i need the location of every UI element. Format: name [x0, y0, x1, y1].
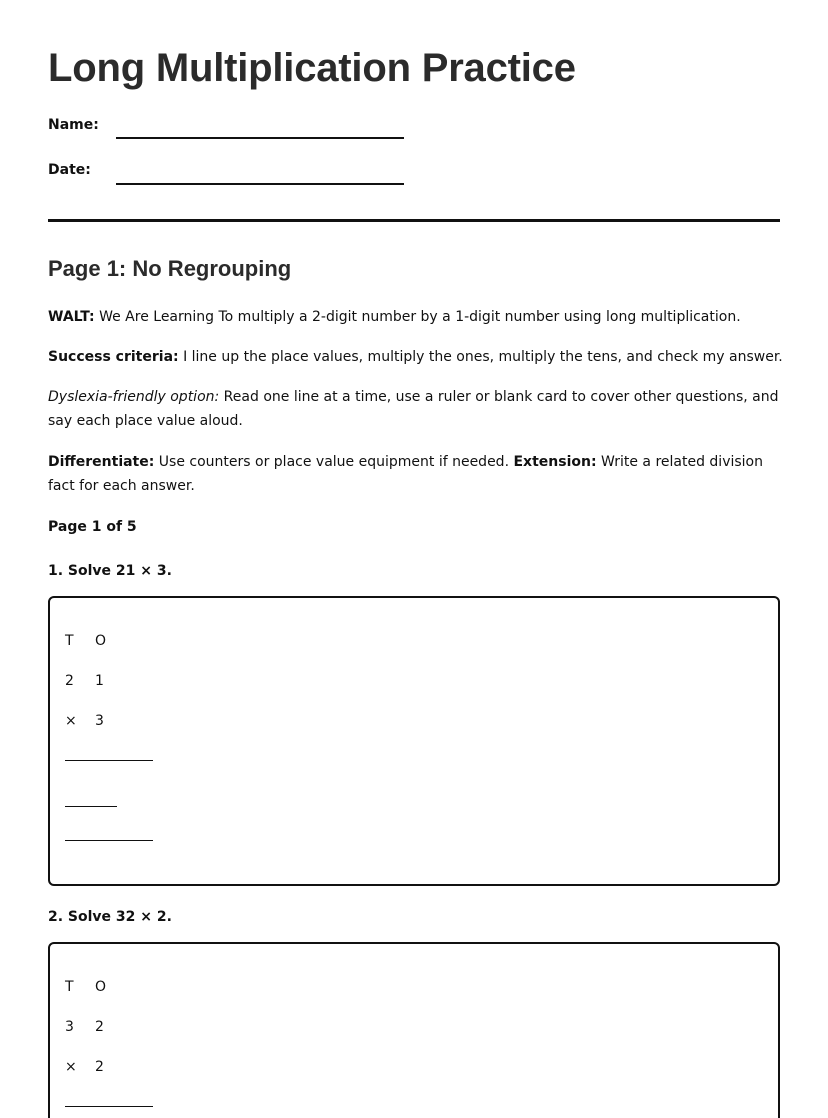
- differentiate-paragraph: [48, 450, 788, 498]
- multiplier-digit: 2: [95, 1059, 104, 1075]
- success-criteria-label: Success criteria:: [48, 349, 179, 365]
- question-1-work-box[interactable]: [48, 596, 780, 886]
- product-rule: [65, 760, 153, 761]
- success-criteria-text: I line up the place values, multiply the ones, multiply the tens, and check my answer.: [178, 349, 783, 365]
- name-label: Name:: [48, 117, 99, 133]
- name-blank-line[interactable]: [116, 137, 404, 139]
- ones-header: O: [95, 979, 107, 995]
- page-title: Long Multiplication Practice: [48, 46, 576, 90]
- top-tens-digit: 2: [65, 673, 74, 689]
- success-criteria-paragraph: [48, 345, 788, 369]
- header-divider: [48, 219, 780, 222]
- question-1-label: 1. Solve 21 × 3.: [48, 563, 172, 579]
- top-ones-digit: 1: [95, 673, 104, 689]
- multiply-sign: ×: [65, 713, 77, 729]
- extension-label: Extension:: [513, 454, 597, 470]
- dyslexia-option-paragraph: [48, 385, 788, 433]
- walt-text: We Are Learning To multiply a 2-digit number by a 1-digit number using long multiplication.: [94, 309, 741, 325]
- answer-blank[interactable]: [65, 806, 117, 807]
- question-2-work-box[interactable]: [48, 942, 780, 1118]
- dyslexia-option-text: Read one line at a time, use a ruler or blank card to cover other questions, and say each place value aloud.: [48, 389, 779, 429]
- differentiate-label: Differentiate:: [48, 454, 155, 470]
- product-rule: [65, 1106, 153, 1107]
- ones-header: O: [95, 633, 107, 649]
- tens-header: T: [65, 979, 74, 995]
- extension-text: Write a related division fact for each answer.: [48, 454, 763, 494]
- date-blank-line[interactable]: [116, 183, 404, 185]
- multiplier-digit: 3: [95, 713, 104, 729]
- tens-header: T: [65, 633, 74, 649]
- top-tens-digit: 3: [65, 1019, 74, 1035]
- question-2-label: 2. Solve 32 × 2.: [48, 909, 172, 925]
- page-indicator: Page 1 of 5: [48, 519, 137, 535]
- top-ones-digit: 2: [95, 1019, 104, 1035]
- dyslexia-option-label: Dyslexia-friendly option:: [48, 389, 220, 405]
- multiply-sign: ×: [65, 1059, 77, 1075]
- differentiate-text: Use counters or place value equipment if needed.: [154, 454, 514, 470]
- section-title: Page 1: No Regrouping: [48, 256, 292, 281]
- date-label: Date:: [48, 162, 91, 178]
- walt-paragraph: [48, 305, 788, 329]
- walt-label: WALT:: [48, 309, 95, 325]
- answer-rule: [65, 840, 153, 841]
